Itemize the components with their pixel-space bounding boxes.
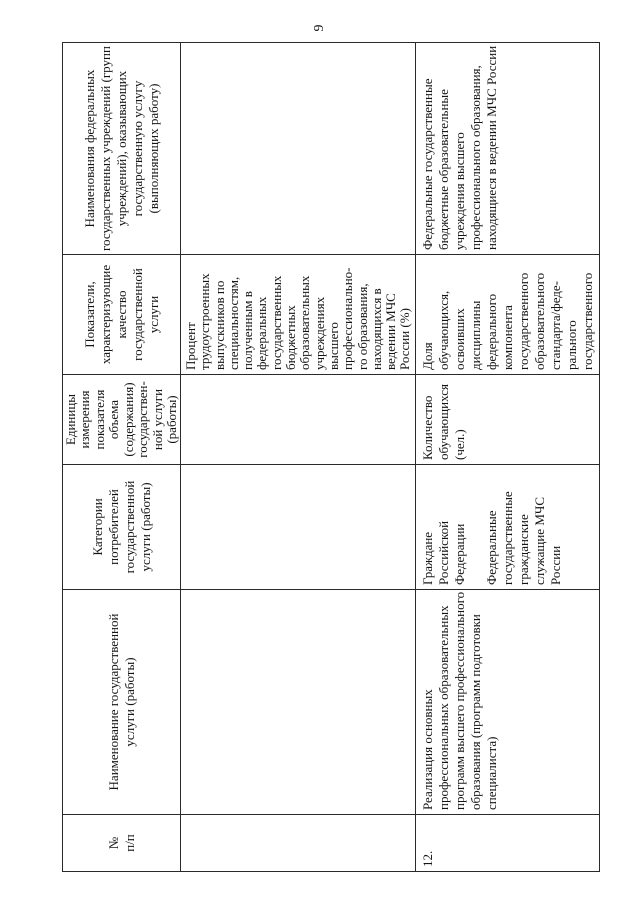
quality-indicator-text: Доля обучающихся, освоивших дисциплины федерального компонента государственного образовательного стандарта/феде- рального государственного [420, 272, 595, 370]
row-number-text: 12. [420, 850, 435, 867]
row-cell-volume-unit [181, 374, 416, 464]
header-quality-indicators-label: Показатели, характеризующие качество государственной услуги [81, 264, 161, 365]
row-cell-consumer-categories [181, 464, 416, 589]
header-cell-quality-indicators [63, 254, 181, 374]
row-cell-institutions [181, 42, 416, 254]
header-cell-volume-unit [63, 374, 181, 464]
row-cell-service-name [181, 589, 416, 814]
header-cell-number [63, 814, 181, 871]
row-cell-consumer-categories [416, 464, 600, 589]
volume-unit-text: Количество обучающихся (чел.) [420, 384, 467, 460]
row-cell-institutions [416, 42, 600, 254]
row-cell-number [416, 814, 600, 871]
header-cell-service-name [63, 589, 181, 814]
row-cell-service-name [416, 589, 600, 814]
header-service-name-label: Наименование государственной услуги (работы) [105, 613, 137, 791]
consumer-categories-text: Граждане Российской Федерации Федеральные государственные гражданские служащие МЧС России [420, 491, 563, 585]
page-number: 9 [312, 24, 327, 32]
header-consumer-categories-label: Категории потребителей государственной услуги (работы) [89, 480, 153, 574]
header-cell-consumer-categories [63, 464, 181, 589]
row-cell-volume-unit [416, 374, 600, 464]
services-table [62, 42, 600, 872]
header-number-label: № п/п [105, 834, 137, 852]
header-cell-institutions [63, 42, 181, 254]
quality-indicator-text: Процент трудоустроенных выпускников по специальностям, полученным в федеральных государственных бюджетных образовательных учреждениях высшего профессионально- го образования, находящихся в ведении МЧС России (%) [183, 267, 413, 370]
service-name-text: Реализация основных профессиональных образовательных программ высшего профессионального образования (программ подготовки специалиста) [420, 591, 499, 810]
institutions-text: Федеральные государственные бюджетные образовательные учреждения высшего профессионального образования, находящиеся в ведении МЧС России [420, 45, 499, 250]
row-cell-quality-indicators [181, 254, 416, 374]
row-cell-quality-indicators [416, 254, 600, 374]
row-cell-number [181, 814, 416, 871]
header-institutions-label: Наименования федеральных государственных учреждений (групп учреждений), оказывающих государственную услугу (выполняющих работу) [81, 46, 161, 251]
header-volume-unit-label: Единицы измерения показателя объема (содержания) государствен- ной услуги (работы) [62, 381, 179, 458]
